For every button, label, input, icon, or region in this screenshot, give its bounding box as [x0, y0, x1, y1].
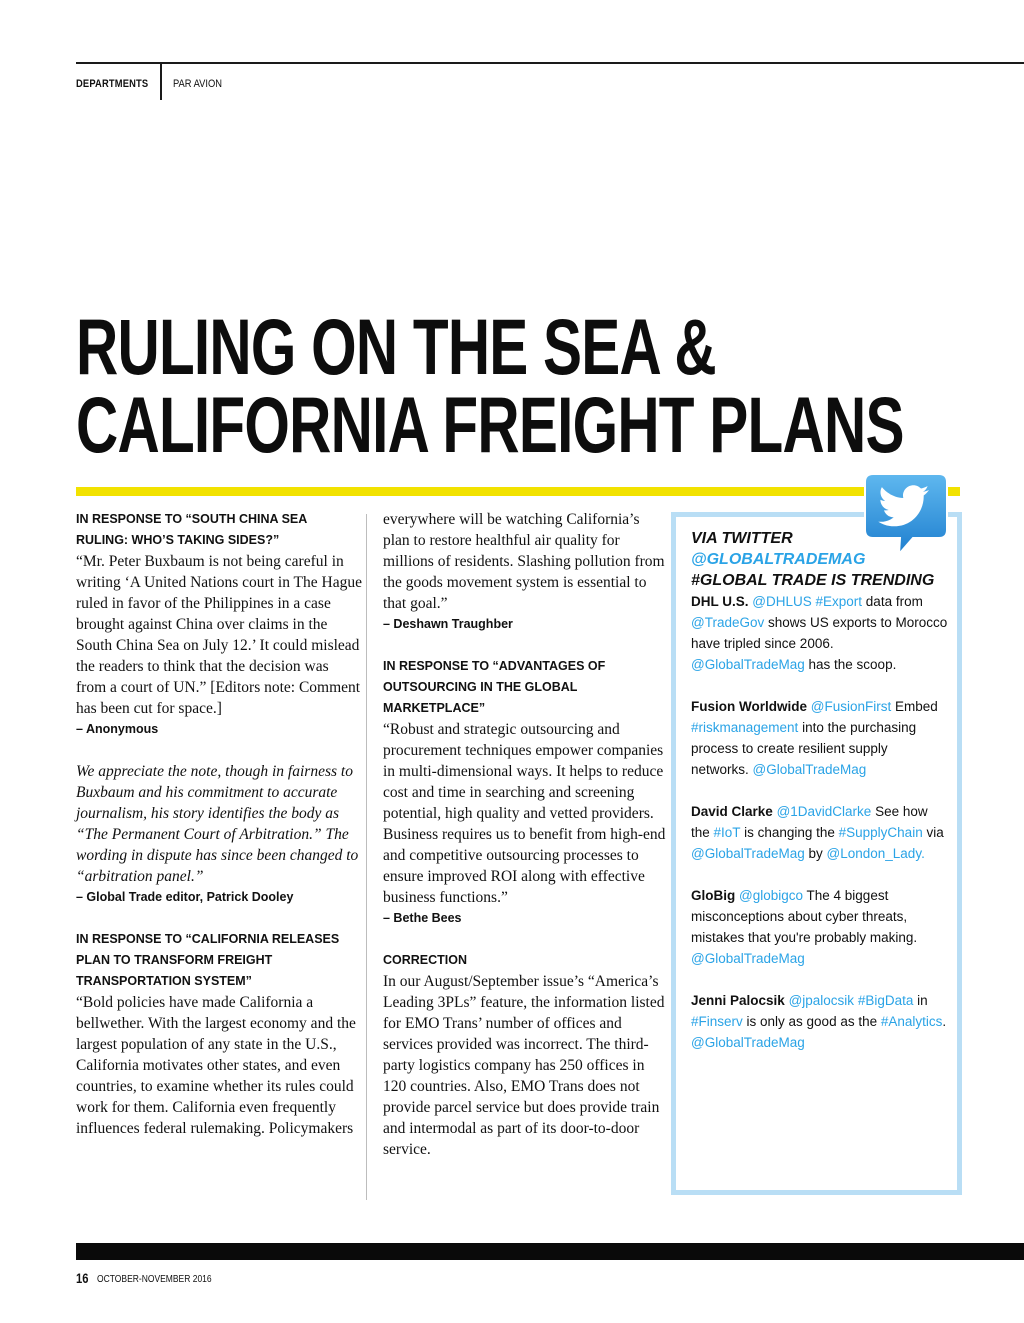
tweet-text: in: [913, 993, 928, 1008]
letter-2-signature: – Deshawn Traughber: [383, 617, 513, 631]
twitter-feed: [691, 528, 949, 1074]
headline-line-1: RULING ON THE SEA &: [76, 302, 716, 391]
accent-bar: [76, 487, 960, 496]
tweet-link[interactable]: @1DavidClarke: [776, 804, 872, 819]
tweet-link[interactable]: @TradeGov: [691, 615, 765, 630]
tweet-link[interactable]: @FusionFirst: [810, 699, 892, 714]
tweet-link[interactable]: @GlobalTradeMag: [691, 1035, 805, 1050]
tweet-entry: [691, 801, 949, 864]
spacer: [383, 929, 669, 950]
spacer: [383, 635, 669, 656]
spacer: [76, 740, 362, 761]
tweet-link[interactable]: @GlobalTradeMag: [752, 762, 867, 777]
letter-3-body: “Robust and strategic outsourcing and procurement techniques empower companies in multi-dimensional ways. It helps to reduce cost and time in searching and screening potential, high quality and vetted providers. Business requires us to benefit from high-end and competitive outsourcing processes to ensure improved ROI along with effective business functions.”: [383, 721, 666, 906]
tweet-link[interactable]: @jpalocsik: [788, 993, 855, 1008]
header-rule: [76, 62, 1024, 64]
twitter-trending-title: #GLOBAL TRADE IS TRENDING: [691, 572, 935, 589]
tweet-text: Embed: [891, 699, 938, 714]
letter-2-kicker: IN RESPONSE TO “CALIFORNIA RELEASES PLAN TO TRANSFORM FREIGHT TRANSPORTATION SYSTEM”: [76, 932, 340, 988]
editor-reply-signature: – Global Trade editor, Patrick Dooley: [76, 890, 294, 904]
letter-1-kicker: IN RESPONSE TO “SOUTH CHINA SEA RULING: WHO’S TAKING SIDES?”: [76, 512, 307, 547]
tweet-text: See how the: [691, 804, 928, 840]
issue-date: OCTOBER-NOVEMBER 2016: [97, 1274, 212, 1285]
tweet-text: shows US exports to Morocco have tripled since 2006.: [691, 615, 948, 651]
tweet-author: GloBig: [691, 888, 736, 903]
tweet-entry: [691, 591, 949, 675]
twitter-handle[interactable]: @GLOBALTRADEMAG: [691, 551, 866, 568]
editor-reply-body: We appreciate the note, though in fairness to Buxbaum and his commitment to accurate journalism, his story identifies the body as “The Permanent Court of Arbitration.” The wording in dispute has since been changed to “arbitration panel.”: [76, 763, 359, 885]
tweet-link[interactable]: #Export: [815, 594, 863, 609]
tweet-link[interactable]: #riskmanagement: [691, 720, 799, 735]
tweet-text: is changing the: [740, 825, 839, 840]
headline-line-2: CALIFORNIA FREIGHT PLANS: [76, 380, 904, 469]
tweet-list: [691, 591, 949, 1053]
section-label: DEPARTMENTS: [76, 78, 149, 90]
page-number: 16: [76, 1270, 89, 1286]
tweet-link[interactable]: @GlobalTradeMag: [691, 951, 805, 966]
tweet-link[interactable]: #BigData: [857, 993, 914, 1008]
tweet-link[interactable]: #SupplyChain: [838, 825, 923, 840]
letter-3-signature: – Bethe Bees: [383, 911, 462, 925]
header-divider: [160, 64, 162, 100]
tweet-text: The 4 biggest misconceptions about cyber threats, mistakes that you're probably making.: [691, 888, 918, 945]
tweet-entry: [691, 990, 949, 1053]
tweet-text: into the purchasing process to create resilient supply networks.: [691, 720, 917, 777]
tweet-link[interactable]: @globigco: [739, 888, 804, 903]
tweet-text: is only as good as the: [742, 1014, 881, 1029]
letter-1-signature: – Anonymous: [76, 722, 159, 736]
tweet-author: Fusion Worldwide: [691, 699, 807, 714]
tweet-text: via: [922, 825, 944, 840]
tweet-author: DHL U.S.: [691, 594, 749, 609]
correction-kicker: CORRECTION: [383, 953, 468, 967]
tweet-link[interactable]: #Analytics: [880, 1014, 943, 1029]
tweet-entry: [691, 885, 949, 969]
tweet-text: data from: [862, 594, 923, 609]
tweet-link[interactable]: #IoT: [713, 825, 741, 840]
tweet-link[interactable]: @London_Lady.: [826, 846, 925, 861]
letter-2-body: “Bold policies have made California a bellwether. With the largest economy and the largest population of any state in the U.S., California motivates other states, and even countries, to examine whether its rules could work for them. California even frequently influences federal rulemaking. Policymakers: [76, 994, 356, 1137]
tweet-author: David Clarke: [691, 804, 773, 819]
column-2: [383, 509, 669, 1160]
correction-body: In our August/September issue’s “America’s Leading 3PLs” feature, the information listed for EMO Trans’ number of offices and services provided was incorrect. The third-party logistics company has 250 offices in 120 countries. Also, EMO Trans does not provide parcel service but does provide train and intermodal as part of its door-to-door service.: [383, 973, 665, 1158]
letter-3-kicker: IN RESPONSE TO “ADVANTAGES OF OUTSOURCING IN THE GLOBAL MARKETPLACE”: [383, 659, 606, 715]
tweet-text: by: [804, 846, 827, 861]
tweet-entry: [691, 696, 949, 780]
column-1: [76, 509, 362, 1139]
subsection-label: PAR AVION: [173, 78, 223, 90]
letter-2-body-continued: everywhere will be watching California’s plan to restore healthful air quality for millions of residents. Slashing pollution from the goods movement system is essential to that goal.”: [383, 511, 665, 612]
tweet-link[interactable]: #Finserv: [691, 1014, 743, 1029]
tweet-link[interactable]: @GlobalTradeMag: [691, 657, 805, 672]
headline: [76, 302, 904, 469]
letter-1-body: “Mr. Peter Buxbaum is not being careful in writing ‘A United Nations court in The Hague ruled in favor of the Philippines in a case brought against China over claims in the South China Sea on July 12.’ It could mislead the readers to think that the decision was from a court of UN.” [Editors note: Comment has been cut for space.]: [76, 553, 362, 717]
tweet-link[interactable]: @DHLUS: [752, 594, 812, 609]
tweet-text: has the scoop.: [804, 657, 897, 672]
tweet-text: .: [942, 1014, 947, 1029]
spacer: [76, 908, 362, 929]
footer-bar: [76, 1243, 1024, 1260]
twitter-title: VIA TWITTER: [691, 530, 793, 547]
tweet-author: Jenni Palocsik: [691, 993, 785, 1008]
column-divider: [366, 514, 367, 1200]
tweet-link[interactable]: @GlobalTradeMag: [691, 846, 805, 861]
